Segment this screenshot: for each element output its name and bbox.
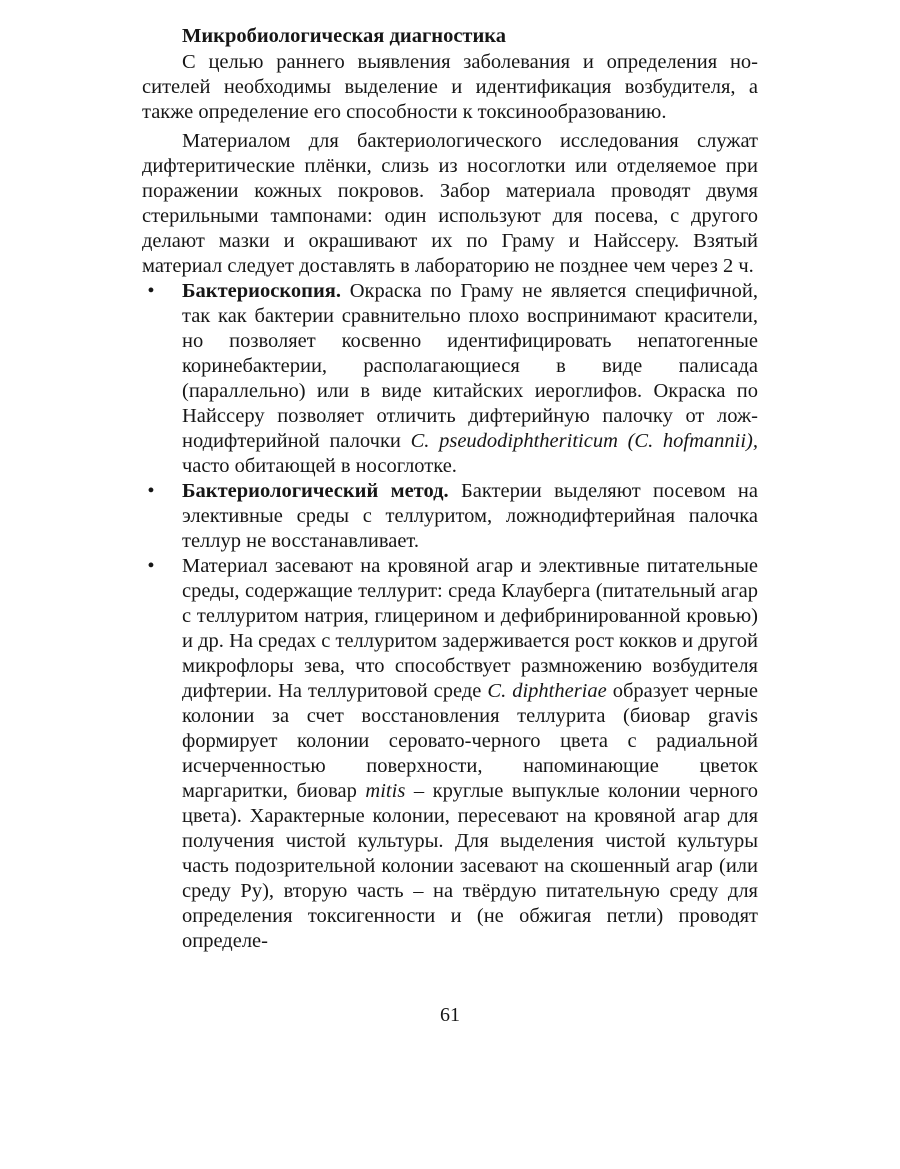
bullet-bacteriological-method — [142, 479, 758, 554]
diagnostic-methods-list — [142, 279, 758, 954]
section-heading: Микробиологическая диагностика — [182, 25, 507, 47]
bullet-text: Бактерии выделяют посевом на элективные среды с теллуритом, ложнодифтерийная палочка теллур не восстанавливает. — [182, 480, 759, 552]
bullet-text: Материал засевают на кровяной агар и элективные питательные среды, содержащие теллурит: среда Клауберга (питательный агар с теллуритом натрия, глицерином и дефибринированной кровью) и др. На средах с теллуритом задерживается рост кокков и другой микрофлоры зева, что способствует размножению возбудителя дифтерии. На теллуритовой среде — [182, 555, 758, 702]
bullet-marker: • — [147, 555, 155, 577]
bullet-marker: • — [147, 280, 155, 302]
page-number: 61 — [440, 1004, 460, 1026]
bullet-text: часто обитающей в носоглотке. — [182, 455, 457, 477]
page-content — [142, 22, 758, 954]
bullet-title-bacteriological-method: Бактериологический метод. — [182, 480, 449, 502]
bullet-culture-media — [142, 554, 758, 954]
biovar-name: mitis — [365, 780, 406, 802]
species-name: C. diphtheriae — [487, 680, 607, 702]
species-name: C. pseudodiphtheriticum (C. hofmannii), — [410, 430, 758, 452]
paragraph-material: Материалом для бактериологического исследования служат дифтеритические плёнки, слизь из носоглотки или отделяемое при поражении кожных покровов. Забор материала проводят двумя стерильными тампонами: один используют для посева, с другого делают мазки и окрашивают их по Граму и Найссеру. Взятый материал следует доставлять в лабораторию не позднее чем через 2 ч. — [142, 130, 758, 277]
bullet-text: – круглые выпуклые колонии черного цвета). Характерные колонии, пересевают на кровяной агар для получения чистой культуры. Для выделения чистой культуры часть подозрительной колонии засевают на скошенный агар (или среду Ру), вторую часть – на твёрдую питательную среду для определения токсигенности и (не обжигая петли) проводят определе- — [182, 780, 758, 952]
bullet-bacterioscopy — [142, 279, 758, 479]
bullet-title-bacterioscopy: Бактериоскопия. — [182, 280, 341, 302]
bullet-text: образует черные колонии за счет восстановления теллурита (биовар gravis формирует колонии серовато-черного цвета с радиальной исчерченностью поверхности, напоминающие цветок маргаритки, биовар — [182, 680, 758, 802]
paragraph-purpose: С целью раннего выявления заболевания и определения носителей необходимы выделение и идентификация возбудителя, а также определение его способности к токсинообразованию. — [142, 51, 758, 123]
bullet-text: Окраска по Граму не является специфичной, так как бактерии сравнительно плохо воспринимают красители, но позволяет косвенно идентифицировать непатогенные коринебактерии, располагающиеся в виде палисада (параллельно) или в виде китайских иероглифов. Окраска по Найссеру позволяет отличить дифтерийную палочку от ложнодифтерийной палочки — [182, 280, 758, 452]
bullet-marker: • — [147, 480, 155, 502]
